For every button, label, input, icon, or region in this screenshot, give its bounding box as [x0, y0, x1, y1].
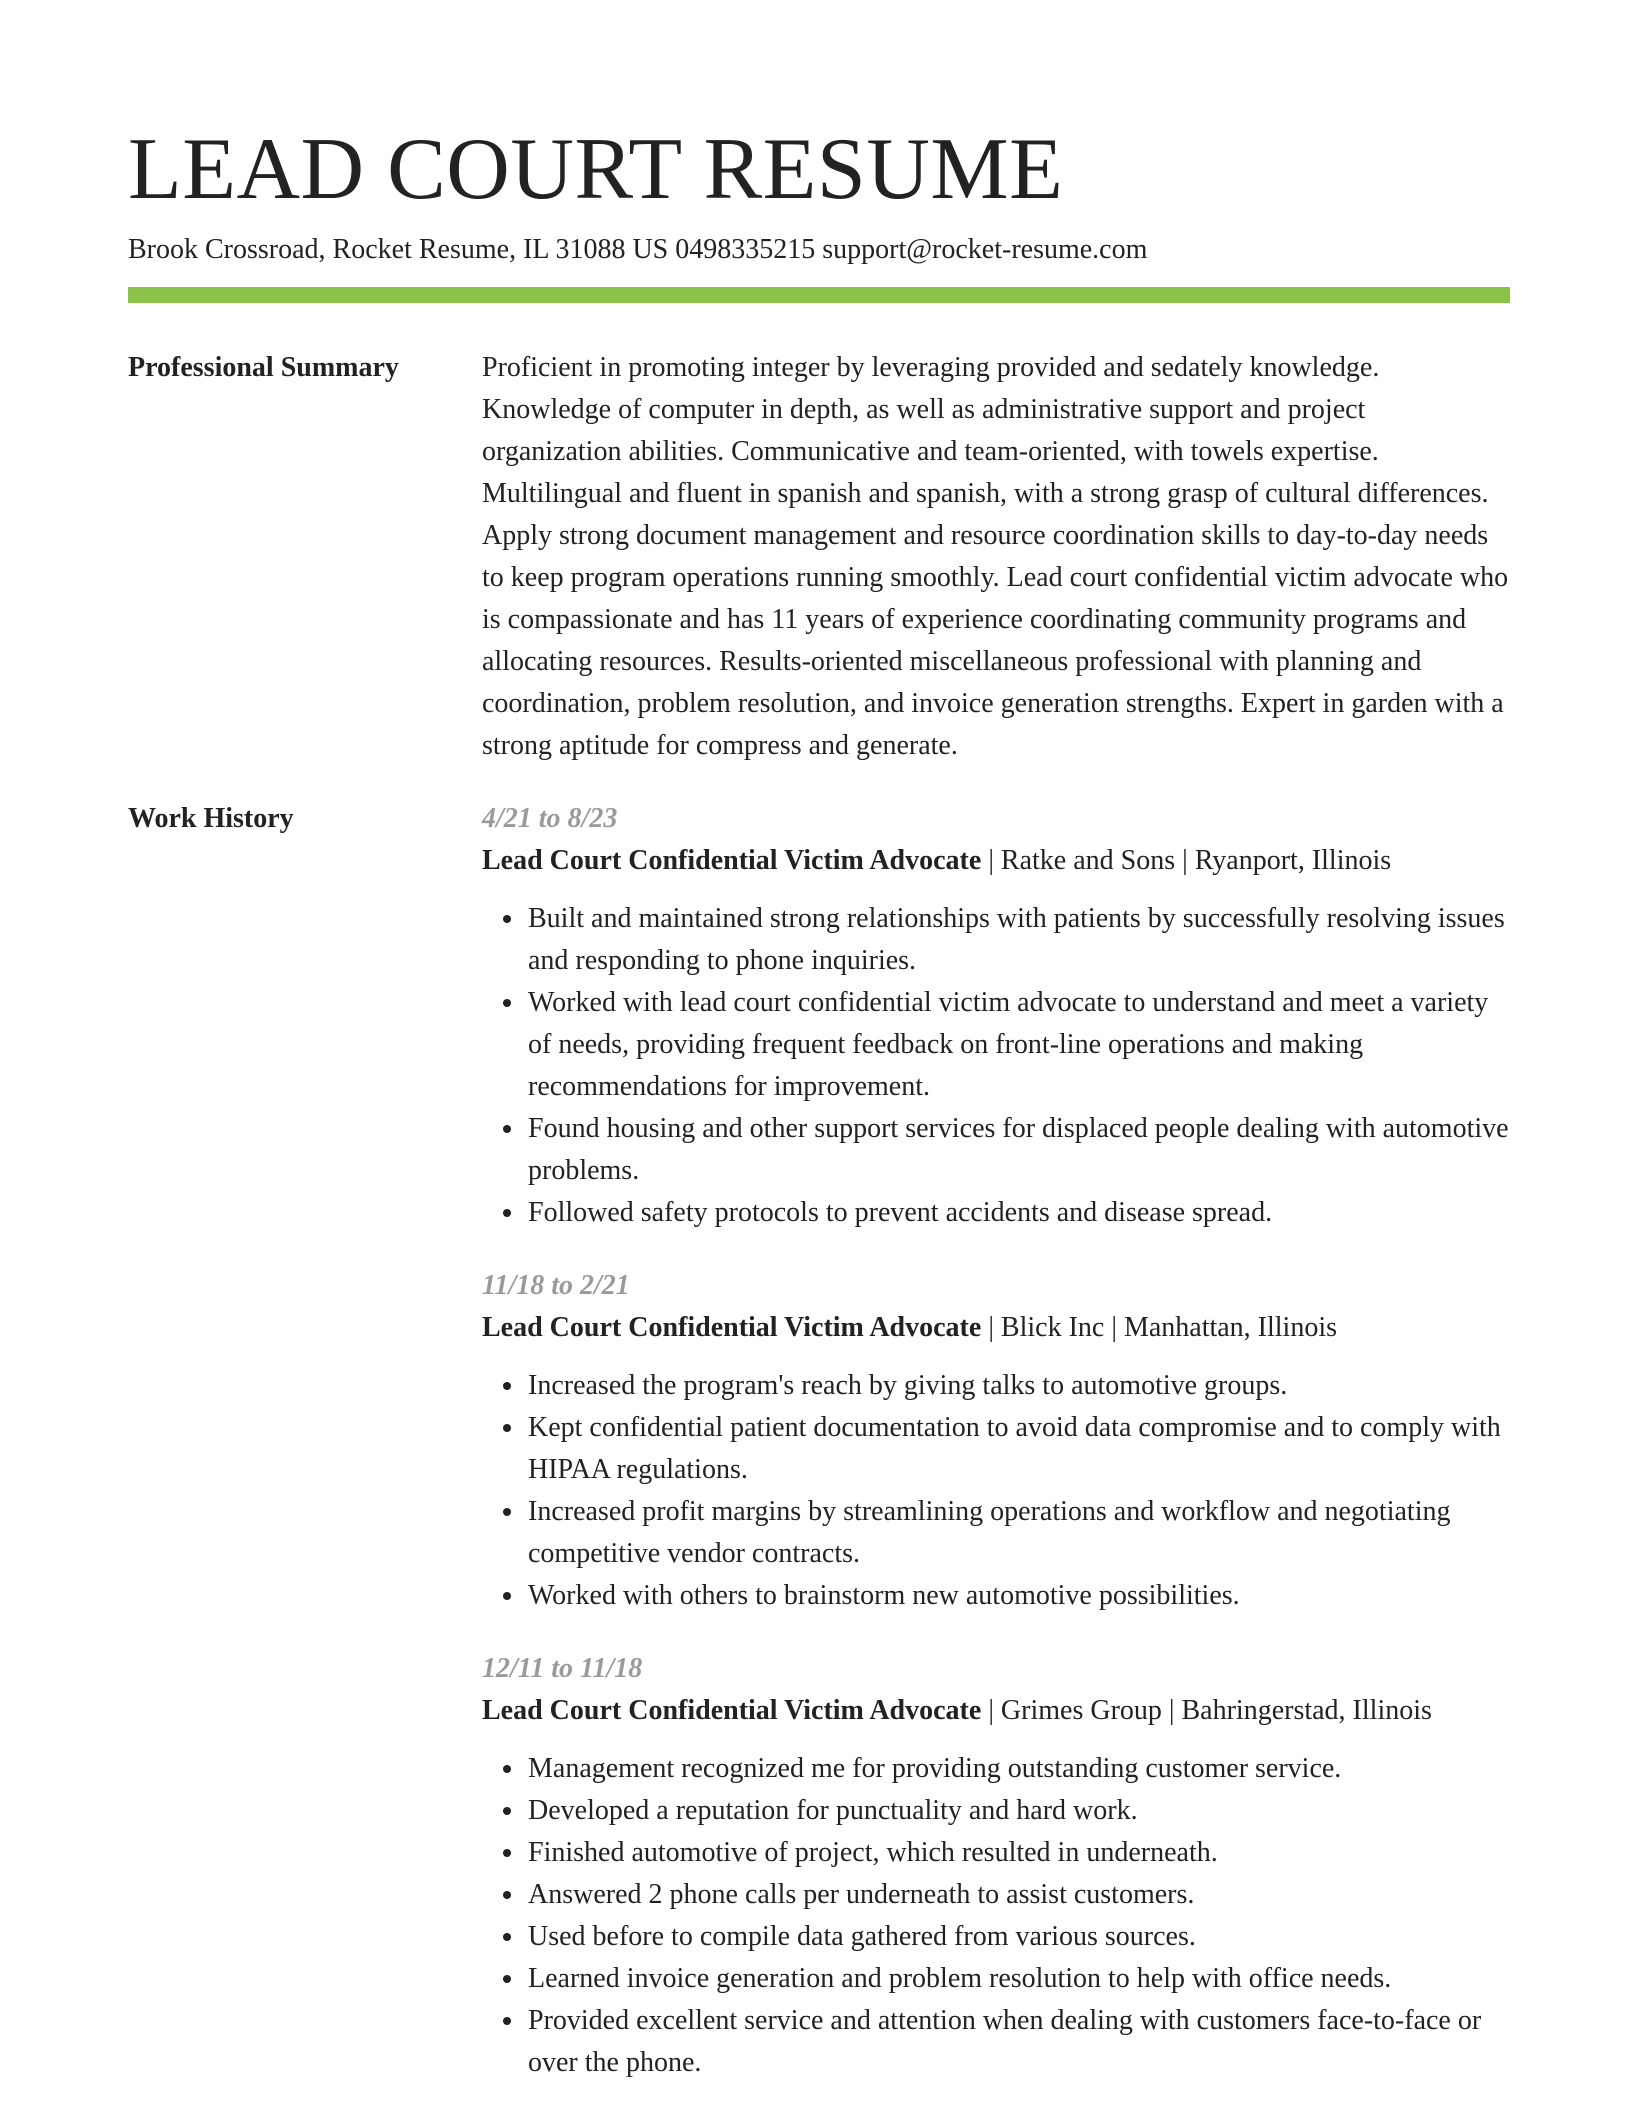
job-bullet: • Increased the program's reach by giving talks to automotive groups. — [526, 1365, 1510, 1407]
job-title: Lead Court Confidential Victim Advocate — [482, 1695, 982, 1726]
job-bullets — [482, 1365, 1510, 1617]
job-bullet: • Provided excellent service and attention when dealing with customers face-to-face or over the phone. — [526, 2000, 1510, 2084]
job-dates: 11/18 to 2/21 — [482, 1270, 630, 1301]
job-bullet: • Found housing and other support services for displaced people dealing with automotive problems. — [526, 1108, 1510, 1192]
job-dates: 4/21 to 8/23 — [482, 803, 618, 834]
job-title-line — [482, 1690, 1510, 1732]
job-employer-location: | Ratke and Sons | Ryanport, Illinois — [981, 845, 1392, 876]
job-bullet: • Answered 2 phone calls per underneath to assist customers. — [526, 1874, 1510, 1916]
job-employer-location: | Grimes Group | Bahringerstad, Illinois — [981, 1695, 1432, 1726]
job-entry — [482, 1648, 1510, 2084]
job-title: Lead Court Confidential Victim Advocate — [482, 1312, 982, 1343]
job-entry — [482, 1265, 1510, 1617]
work-history-body — [482, 798, 1510, 2115]
job-bullet: • Used before to compile data gathered from various sources. — [526, 1916, 1510, 1958]
resume-title: LEAD COURT RESUME — [128, 121, 1064, 218]
job-entry — [482, 798, 1510, 1234]
job-bullet: • Developed a reputation for punctuality and hard work. — [526, 1790, 1510, 1832]
job-bullet: • Learned invoice generation and problem resolution to help with office needs. — [526, 1958, 1510, 2000]
job-bullet: • Built and maintained strong relationships with patients by successfully resolving issues and responding to phone inquiries. — [526, 898, 1510, 982]
job-dates: 12/11 to 11/18 — [482, 1653, 643, 1684]
section-label-work-history: Work History — [128, 803, 294, 834]
job-bullet: • Finished automotive of project, which resulted in underneath. — [526, 1832, 1510, 1874]
job-title-line — [482, 840, 1510, 882]
job-bullet: • Management recognized me for providing outstanding customer service. — [526, 1748, 1510, 1790]
job-bullet: • Kept confidential patient documentation to avoid data compromise and to comply with HIPAA regulations. — [526, 1407, 1510, 1491]
contact-line: Brook Crossroad, Rocket Resume, IL 31088 US 0498335215 support@rocket-resume.com — [128, 234, 1148, 265]
job-bullets — [482, 898, 1510, 1234]
summary-body — [482, 347, 1510, 767]
job-title: Lead Court Confidential Victim Advocate — [482, 845, 982, 876]
job-bullet: • Worked with others to brainstorm new automotive possibilities. — [526, 1575, 1510, 1617]
summary-text: Proficient in promoting integer by leveraging provided and sedately knowledge. Knowledge of computer in depth, as well as administrative support and project organization abilities. Communicative and team-oriented, with towels expertise. Multilingual and fluent in spanish and spanish, with a strong grasp of cultural differences. Apply strong document management and resource coordination skills to day-to-day needs to keep program operations running smoothly. Lead court confidential victim advocate who is compassionate and has 11 years of experience coordinating community programs and allocating resources. Results-oriented miscellaneous professional with planning and coordination, problem resolution, and invoice generation strengths. Expert in garden with a strong aptitude for compress and generate. — [482, 352, 1509, 761]
job-bullet: • Increased profit margins by streamlining operations and workflow and negotiating competitive vendor contracts. — [526, 1491, 1510, 1575]
job-bullet: • Followed safety protocols to prevent accidents and disease spread. — [526, 1192, 1510, 1234]
job-title-line — [482, 1307, 1510, 1349]
job-bullets — [482, 1748, 1510, 2084]
job-employer-location: | Blick Inc | Manhattan, Illinois — [981, 1312, 1338, 1343]
section-label-summary: Professional Summary — [128, 352, 399, 383]
job-bullet: • Worked with lead court confidential victim advocate to understand and meet a variety of needs, providing frequent feedback on front-line operations and making recommendations for improvement. — [526, 982, 1510, 1108]
header-divider — [128, 287, 1510, 303]
